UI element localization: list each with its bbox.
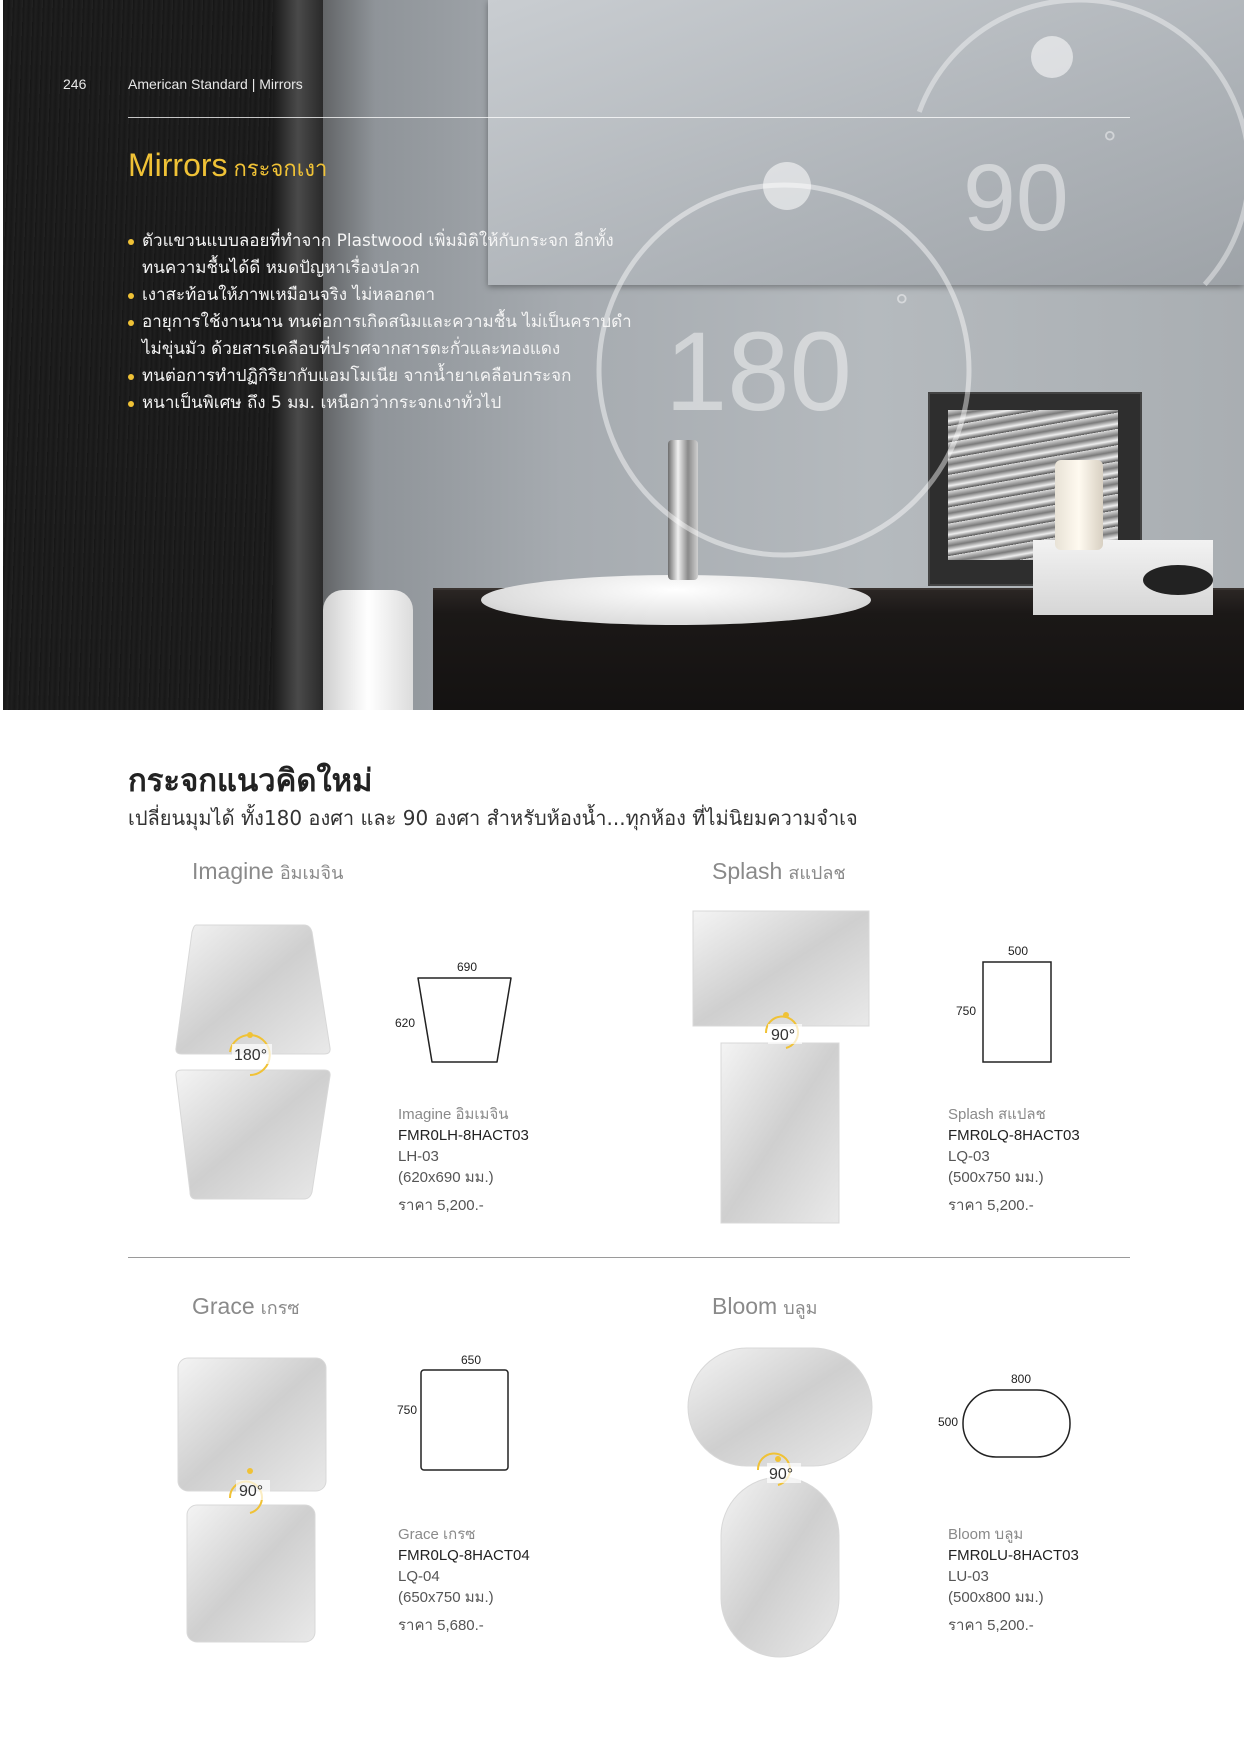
- grace-dimension-drawing: [393, 1350, 523, 1480]
- grace-dim-height: 750: [397, 1403, 418, 1417]
- imagine-mirror-image: [170, 920, 340, 1205]
- bloom-code: FMR0LU-8HACT03: [948, 1547, 1079, 1564]
- splash-price: ราคา 5,200.-: [948, 1197, 1034, 1214]
- splash-name: Splash สแปลช: [948, 1106, 1046, 1123]
- splash-dim-height: 750: [956, 1004, 977, 1018]
- brand-breadcrumb: American Standard | Mirrors: [128, 76, 303, 92]
- feature-text: ตัวแขวนแบบลอยที่ทำจาก Plastwood เพิ่มมิติให้กับกระจก อีกทั้งทนความชื้นได้ดี หมดปัญหาเรื่องปลวก: [142, 231, 614, 278]
- bloom-heading-th: บลูม: [783, 1298, 818, 1318]
- bloom-heading: [712, 1293, 818, 1322]
- feature-item: [128, 228, 632, 282]
- feature-text: หนาเป็นพิเศษ ถึง 5 มม. เหนือกว่ากระจกเงาทั่วไป: [142, 393, 502, 413]
- header-rule: [128, 117, 1130, 118]
- bullet-dot: [128, 320, 134, 326]
- bloom-model: LU-03: [948, 1568, 989, 1585]
- bloom-dimension-drawing: [935, 1368, 1075, 1468]
- feature-item: [128, 282, 632, 309]
- bloom-dim-width: 800: [1011, 1372, 1032, 1386]
- bloom-price: ราคา 5,200.-: [948, 1617, 1034, 1634]
- imagine-dim-height: 620: [395, 1016, 416, 1030]
- section-subtitle: เปลี่ยนมุมได้ ทั้ง180 องศา และ 90 องศา สำหรับห้องน้ำ...ทุกห้อง ที่ไม่นิยมความจำเจ: [128, 806, 858, 830]
- feature-text: อายุการใช้งานนาน ทนต่อการเกิดสนิมและความชื้น ไม่เป็นคราบดำ ไม่ขุ่นมัว ด้วยสารเคลือบที่ปราศจากสารตะกั่วและทองแดง: [142, 312, 632, 359]
- imagine-dim-width: 690: [457, 960, 478, 974]
- page-title-en: Mirrors: [128, 147, 228, 183]
- imagine-heading-en: Imagine: [192, 858, 274, 884]
- grace-info: [398, 1524, 530, 1636]
- bloom-heading-en: Bloom: [712, 1293, 778, 1319]
- angle-90-text: 90: [963, 145, 1069, 251]
- bloom-mirror-image: [685, 1345, 875, 1660]
- splash-angle-label: 90°: [771, 1027, 796, 1044]
- bullet-dot: [128, 374, 134, 380]
- feature-item: [128, 309, 632, 363]
- splash-model: LQ-03: [948, 1148, 990, 1165]
- splash-heading: [712, 858, 846, 887]
- splash-dimension-drawing: [950, 940, 1060, 1070]
- degree-90: °: [1103, 125, 1117, 163]
- grace-mirror-image: [175, 1355, 330, 1645]
- page-title: [128, 147, 327, 186]
- grace-dim-width: 650: [461, 1353, 482, 1367]
- imagine-size: (620x690 มม.): [398, 1169, 494, 1186]
- page-title-th: กระจกเงา: [233, 156, 328, 181]
- feature-text: เงาสะท้อนให้ภาพเหมือนจริง ไม่หลอกตา: [142, 285, 435, 305]
- splash-heading-en: Splash: [712, 858, 783, 884]
- imagine-heading-th: อิมเมจิน: [279, 863, 344, 883]
- grace-model: LQ-04: [398, 1568, 440, 1585]
- grace-price: ราคา 5,680.-: [398, 1617, 484, 1634]
- grace-code: FMR0LQ-8HACT04: [398, 1547, 530, 1564]
- bullet-dot: [128, 293, 134, 299]
- page-number: 246: [63, 76, 87, 92]
- splash-info: [948, 1104, 1080, 1216]
- angle-180-text: 180: [665, 309, 852, 434]
- bloom-angle-label: 90°: [769, 1466, 794, 1483]
- imagine-code: FMR0LH-8HACT03: [398, 1127, 529, 1144]
- splash-code: FMR0LQ-8HACT03: [948, 1127, 1080, 1144]
- feature-text: ทนต่อการทำปฏิกิริยากับแอมโมเนีย จากน้ำยาเคลือบกระจก: [142, 366, 572, 386]
- feature-item: [128, 390, 632, 417]
- bloom-dim-height: 500: [938, 1415, 959, 1429]
- splash-dim-width: 500: [1008, 944, 1029, 958]
- bloom-size: (500x800 มม.): [948, 1589, 1044, 1606]
- grace-heading: [192, 1293, 300, 1322]
- imagine-info: [398, 1104, 529, 1216]
- bloom-info: [948, 1524, 1079, 1636]
- product-divider: [128, 1257, 1130, 1258]
- degree-180: °: [895, 288, 909, 326]
- splash-size: (500x750 มม.): [948, 1169, 1044, 1186]
- arc-knob-180: [763, 162, 811, 210]
- grace-angle-label: 90°: [239, 1483, 264, 1500]
- arc-knob-90: [1031, 36, 1073, 78]
- imagine-heading: [192, 858, 343, 887]
- splash-mirror-image: [690, 908, 870, 1226]
- grace-heading-th: เกรซ: [260, 1298, 300, 1318]
- imagine-dimension-drawing: [393, 955, 533, 1075]
- splash-heading-th: สแปลช: [788, 863, 846, 883]
- bullet-dot: [128, 401, 134, 407]
- imagine-name: Imagine อิมเมจิน: [398, 1106, 509, 1123]
- imagine-angle-label: 180°: [234, 1047, 268, 1064]
- imagine-model: LH-03: [398, 1148, 439, 1165]
- grace-size: (650x750 มม.): [398, 1589, 494, 1606]
- feature-item: [128, 363, 632, 390]
- feature-list: [128, 228, 632, 417]
- bloom-name: Bloom บลูม: [948, 1526, 1024, 1543]
- imagine-price: ราคา 5,200.-: [398, 1197, 484, 1214]
- section-title: กระจกแนวคิดใหม่: [128, 763, 373, 799]
- grace-name: Grace เกรซ: [398, 1526, 476, 1543]
- grace-heading-en: Grace: [192, 1293, 255, 1319]
- bullet-dot: [128, 239, 134, 245]
